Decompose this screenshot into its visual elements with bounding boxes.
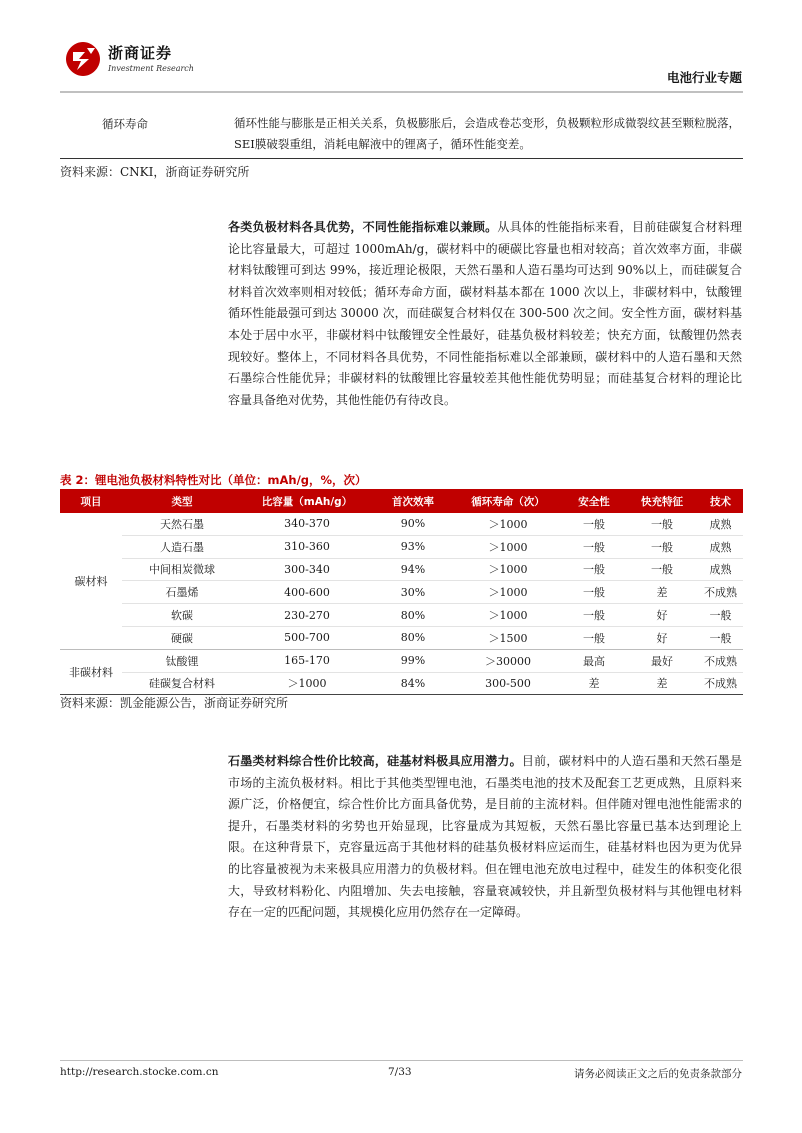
table-cell: 一般 <box>626 558 698 581</box>
table-cell: 中间相炭微球 <box>122 558 242 581</box>
header-cell: 安全性 <box>562 489 626 513</box>
table-cell: ＞1000 <box>454 604 562 627</box>
table-cell: 一般 <box>562 513 626 535</box>
table-row <box>60 604 743 627</box>
table-cell: 80% <box>372 604 454 627</box>
table-cell: 165-170 <box>242 649 372 672</box>
table-cell: 差 <box>562 672 626 695</box>
table1-source: 资料来源：CNKI，浙商证券研究所 <box>60 165 250 179</box>
table-cell: 一般 <box>626 513 698 535</box>
anode-materials-table <box>60 489 743 695</box>
table-cell: 300-340 <box>242 558 372 581</box>
table-cell: 400-600 <box>242 581 372 604</box>
table-cell: 500-700 <box>242 626 372 649</box>
table-cell: 90% <box>372 513 454 535</box>
table-cell: 一般 <box>698 626 743 649</box>
table-cell: 成熟 <box>698 558 743 581</box>
footer-url[interactable]: http://research.stocke.com.cn <box>60 1066 219 1078</box>
table-cell: 340-370 <box>242 513 372 535</box>
table-cell: 成熟 <box>698 535 743 558</box>
table-cell: ＞1000 <box>242 672 372 695</box>
table-row <box>60 626 743 649</box>
report-type: 电池行业专题 <box>666 70 742 85</box>
header-divider <box>60 91 743 93</box>
table-cell: ＞1000 <box>454 558 562 581</box>
table-cell: 310-360 <box>242 535 372 558</box>
table-cell: ＞30000 <box>454 649 562 672</box>
table-cell: 最好 <box>626 649 698 672</box>
header-cell: 快充特征 <box>626 489 698 513</box>
table-cell: 230-270 <box>242 604 372 627</box>
paragraph-1-lead: 各类负极材料各具优势，不同性能指标难以兼顾。 <box>228 220 498 234</box>
table-row <box>60 535 743 558</box>
table-cell: 差 <box>626 672 698 695</box>
header-cell: 首次效率 <box>372 489 454 513</box>
brand-name: 浙商证券 <box>108 44 173 62</box>
table-row <box>60 558 743 581</box>
table-cell: 石墨烯 <box>122 581 242 604</box>
header-cell: 项目 <box>60 489 122 513</box>
footer-divider <box>60 1060 743 1061</box>
table-cell: 80% <box>372 626 454 649</box>
company-logo-icon <box>64 40 102 78</box>
table-cell: 一般 <box>562 626 626 649</box>
group-label-carbon: 碳材料 <box>60 513 122 649</box>
header-cell: 比容量（mAh/g） <box>242 489 372 513</box>
footer-disclaimer: 请务必阅读正文之后的免责条款部分 <box>574 1068 742 1080</box>
table-cell: ＞1500 <box>454 626 562 649</box>
table-cell: 硅碳复合材料 <box>122 672 242 695</box>
page-number: 7/33 <box>388 1066 412 1078</box>
table-cell: 一般 <box>626 535 698 558</box>
header-cell: 循环寿命（次） <box>454 489 562 513</box>
table2-source: 资料来源：凯金能源公告，浙商证券研究所 <box>60 696 289 710</box>
table-cell: 好 <box>626 604 698 627</box>
table-cell: 不成熟 <box>698 672 743 695</box>
cycle-life-label: 循环寿命 <box>102 117 148 131</box>
header-cell: 技术 <box>698 489 743 513</box>
table-cell: 天然石墨 <box>122 513 242 535</box>
table-cell: 软碳 <box>122 604 242 627</box>
group-label-noncarbon: 非碳材料 <box>60 649 122 695</box>
paragraph-1-body: 从具体的性能指标来看，目前硅碳复合材料理论比容量最大，可超过 1000mAh/g，碳材料中的硬碳比容量也相对较高；首次效率方面，非碳材料钛酸锂可到达 99%，接近理论极限，天然石墨和人造石墨均可达到 90%以上，而硅碳复合材料首次效率则相对较低；循环寿命方面，碳材料基本都在 1000 次以上，非碳材料中，钛酸锂循环性能最强可到达 30000 次，而硅碳复合材料仅在 300-500 次之间。安全性方面，碳材料基本处于居中水平，非碳材料中钛酸锂安全性最好，硅基负极材料较差；快充方面，钛酸锂仍然表现较好。整体上，不同材料各具优势，不同性能指标难以全部兼顾，碳材料中的人造石墨和天然石墨综合性能优异；非碳材料的钛酸锂比容量较差其他性能优势明显；而硅基复合材料的理论比容量具备绝对优势，其他性能仍有待改良。 <box>228 220 742 407</box>
table-row <box>60 649 743 672</box>
table-cell: 84% <box>372 672 454 695</box>
header-cell: 类型 <box>122 489 242 513</box>
cycle-life-text: 循环性能与膨胀是正相关关系，负极膨胀后，会造成卷芯变形，负极颗粒形成微裂纹甚至颗粒脱落，SEI膜破裂重组，消耗电解液中的锂离子，循环性能变差。 <box>234 116 740 151</box>
table-cell: 一般 <box>562 604 626 627</box>
table-cell: 钛酸锂 <box>122 649 242 672</box>
table-cell: 94% <box>372 558 454 581</box>
table-cell: 一般 <box>562 581 626 604</box>
table-row <box>60 581 743 604</box>
table-cell: 最高 <box>562 649 626 672</box>
table-cell: 人造石墨 <box>122 535 242 558</box>
table-row <box>60 672 743 695</box>
table-cell: 好 <box>626 626 698 649</box>
table-cell: 一般 <box>562 535 626 558</box>
paragraph-2-lead: 石墨类材料综合性价比较高，硅基材料极具应用潜力。 <box>228 754 522 768</box>
paragraph-1 <box>228 217 742 411</box>
table-row <box>60 513 743 535</box>
table-cell: 差 <box>626 581 698 604</box>
table-header-row <box>60 489 743 513</box>
table-cell: 93% <box>372 535 454 558</box>
table-cell: 硬碳 <box>122 626 242 649</box>
brand-english-name: Investment Research <box>108 64 194 73</box>
table-cell: 不成熟 <box>698 649 743 672</box>
paragraph-2-body: 目前，碳材料中的人造石墨和天然石墨是市场的主流负极材料。相比于其他类型锂电池，石墨类电池的技术及配套工艺更成熟，且原料来源广泛，价格便宜，综合性价比方面具备优势，是目前的主流材料。但伴随对锂电池性能需求的提升，石墨类材料的劣势也开始显现，比容量成为其短板，天然石墨比容量已基本达到理论上限。在这种背景下，克容量远高于其他材料的硅基负极材料应运而生，硅基材料也因为更为优异的比容量被视为未来极具应用潜力的负极材料。但在锂电池充放电过程中，硅发生的体积变化很大，导致材料粉化、内阻增加、失去电接触，容量衰减较快，并且新型负极材料与其他锂电材料存在一定的匹配问题，其规模化应用仍然存在一定障碍。 <box>228 754 742 920</box>
table-cell: 300-500 <box>454 672 562 695</box>
table-bottom-rule <box>60 158 743 159</box>
table-cell: 一般 <box>562 558 626 581</box>
paragraph-2 <box>228 751 742 924</box>
table-cell: 一般 <box>698 604 743 627</box>
table-cell: 99% <box>372 649 454 672</box>
table-cell: 成熟 <box>698 513 743 535</box>
table2-title: 表 2：锂电池负极材料特性对比（单位：mAh/g，%，次） <box>60 473 367 487</box>
table-cell: 不成熟 <box>698 581 743 604</box>
table-cell: 30% <box>372 581 454 604</box>
table-cell: ＞1000 <box>454 581 562 604</box>
table-cell: ＞1000 <box>454 513 562 535</box>
table-cell: ＞1000 <box>454 535 562 558</box>
